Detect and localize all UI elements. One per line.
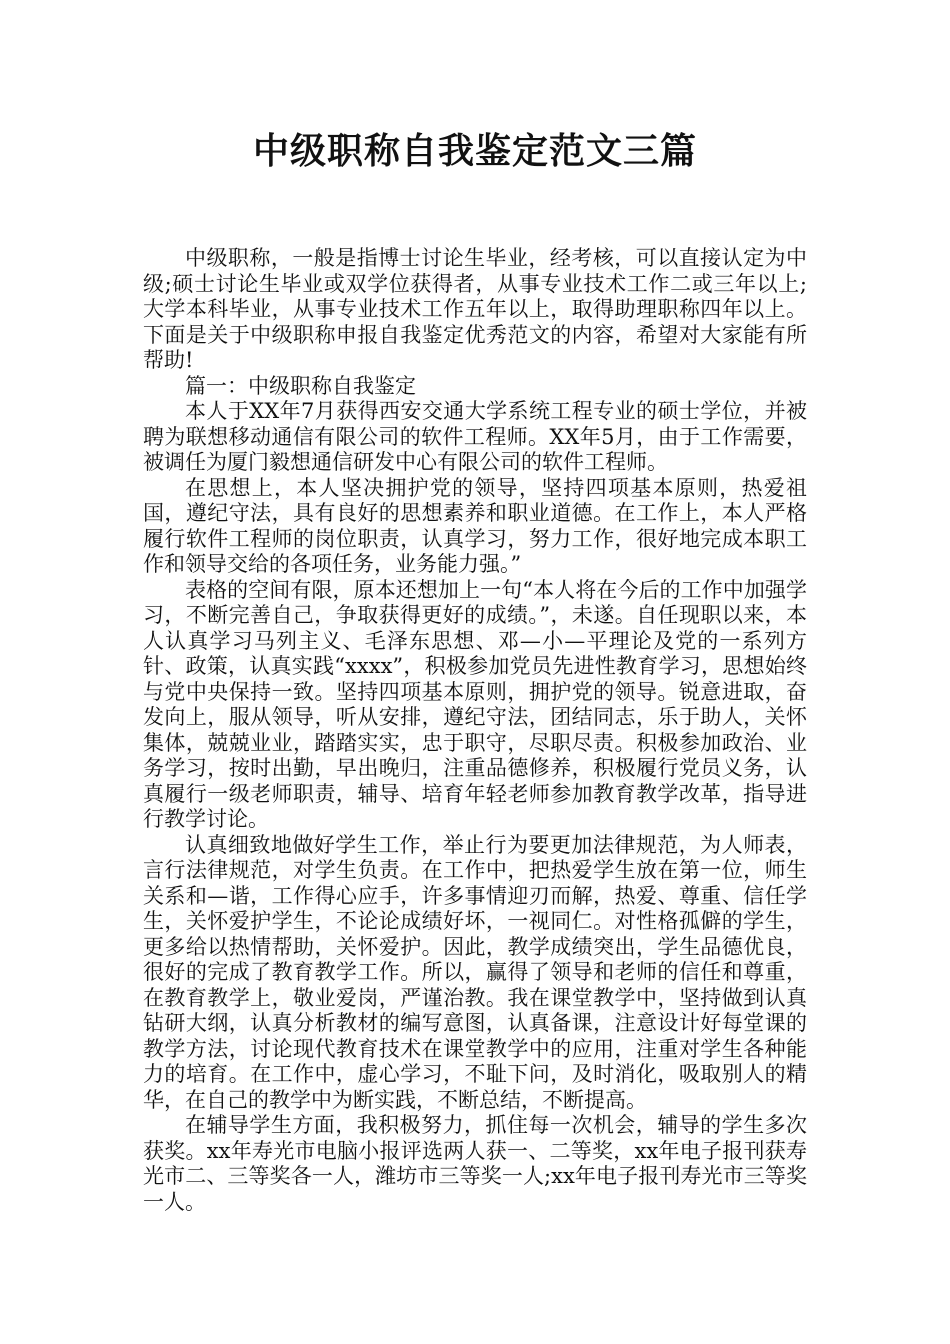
body-paragraph: 表格的空间有限，原本还想加上一句“本人将在今后的工作中加强学习，不断完善自己，争取获得更好的成绩。”，未遂。自任现职以来，本人认真学习马列主义、毛泽东思想、邓—小—平理论及党的一系列方针、政策，认真实践“xxxx”，积极参加党员先进性教育学习，思想始终与党中央保持一致。坚持四项基本原则，拥护党的领导。锐意进取，奋发向上，服从领导，听从安排，遵纪守法，团结同志，乐于助人，关怀集体，兢兢业业，踏踏实实，忠于职守，尽职尽责。积极参加政治、业务学习，按时出勤，早出晚归，注重品德修养，积极履行党员义务，认真履行一级老师职责，辅导、培育年轻老师参加教育教学改革，指导进行教学讨论。 <box>143 577 807 831</box>
body-paragraph: 在思想上，本人坚决拥护党的领导，坚持四项基本原则，热爱祖国，遵纪守法，具有良好的思想素养和职业道德。在工作上，本人严格履行软件工程师的岗位职责，认真学习，努力工作，很好地完成本职工作和领导交给的各项任务，业务能力强。” <box>143 475 807 576</box>
document-body <box>143 246 807 1215</box>
section-heading: 篇一：中级职称自我鉴定 <box>185 373 416 398</box>
body-paragraph: 在辅导学生方面，我积极努力，抓住每一次机会，辅导的学生多次获奖。xx年寿光市电脑小报评选两人获一、二等奖，xx年电子报刊获寿光市二、三等奖各一人，潍坊市三等奖一人;xx年电子报刊寿光市三等奖一人。 <box>143 1113 807 1214</box>
intro-paragraph: 中级职称，一般是指博士讨论生毕业，经考核，可以直接认定为中级;硕士讨论生毕业或双学位获得者，从事专业技术工作二或三年以上;大学本科毕业，从事专业技术工作五年以上，取得助理职称四年以上。下面是关于中级职称申报自我鉴定优秀范文的内容，希望对大家能有所帮助! <box>143 246 807 372</box>
body-paragraph: 本人于XX年7月获得西安交通大学系统工程专业的硕士学位，并被聘为联想移动通信有限公司的软件工程师。XX年5月，由于工作需要，被调任为厦门毅想通信研发中心有限公司的软件工程师。 <box>143 399 807 474</box>
body-paragraph: 认真细致地做好学生工作，举止行为要更加法律规范，为人师表，言行法律规范，对学生负责。在工作中，把热爱学生放在第一位，师生关系和—谐，工作得心应手，许多事情迎刃而解，热爱、尊重、信任学生，关怀爱护学生，不论论成绩好坏，一视同仁。对性格孤僻的学生，更多给以热情帮助，关怀爱护。因此，教学成绩突出，学生品德优良，很好的完成了教育教学工作。所以，赢得了领导和老师的信任和尊重，在教育教学上，敬业爱岗，严谨治教。我在课堂教学中，坚持做到认真钻研大纲，认真分析教材的编写意图，认真备课，注意设计好每堂课的教学方法，讨论现代教育技术在课堂教学中的应用，注重对学生各种能力的培育。在工作中，虚心学习，不耻下问，及时消化，吸取别人的精华，在自己的教学中为断实践，不断总结，不断提高。 <box>143 832 807 1112</box>
document-title: 中级职称自我鉴定范文三篇 <box>252 131 697 172</box>
